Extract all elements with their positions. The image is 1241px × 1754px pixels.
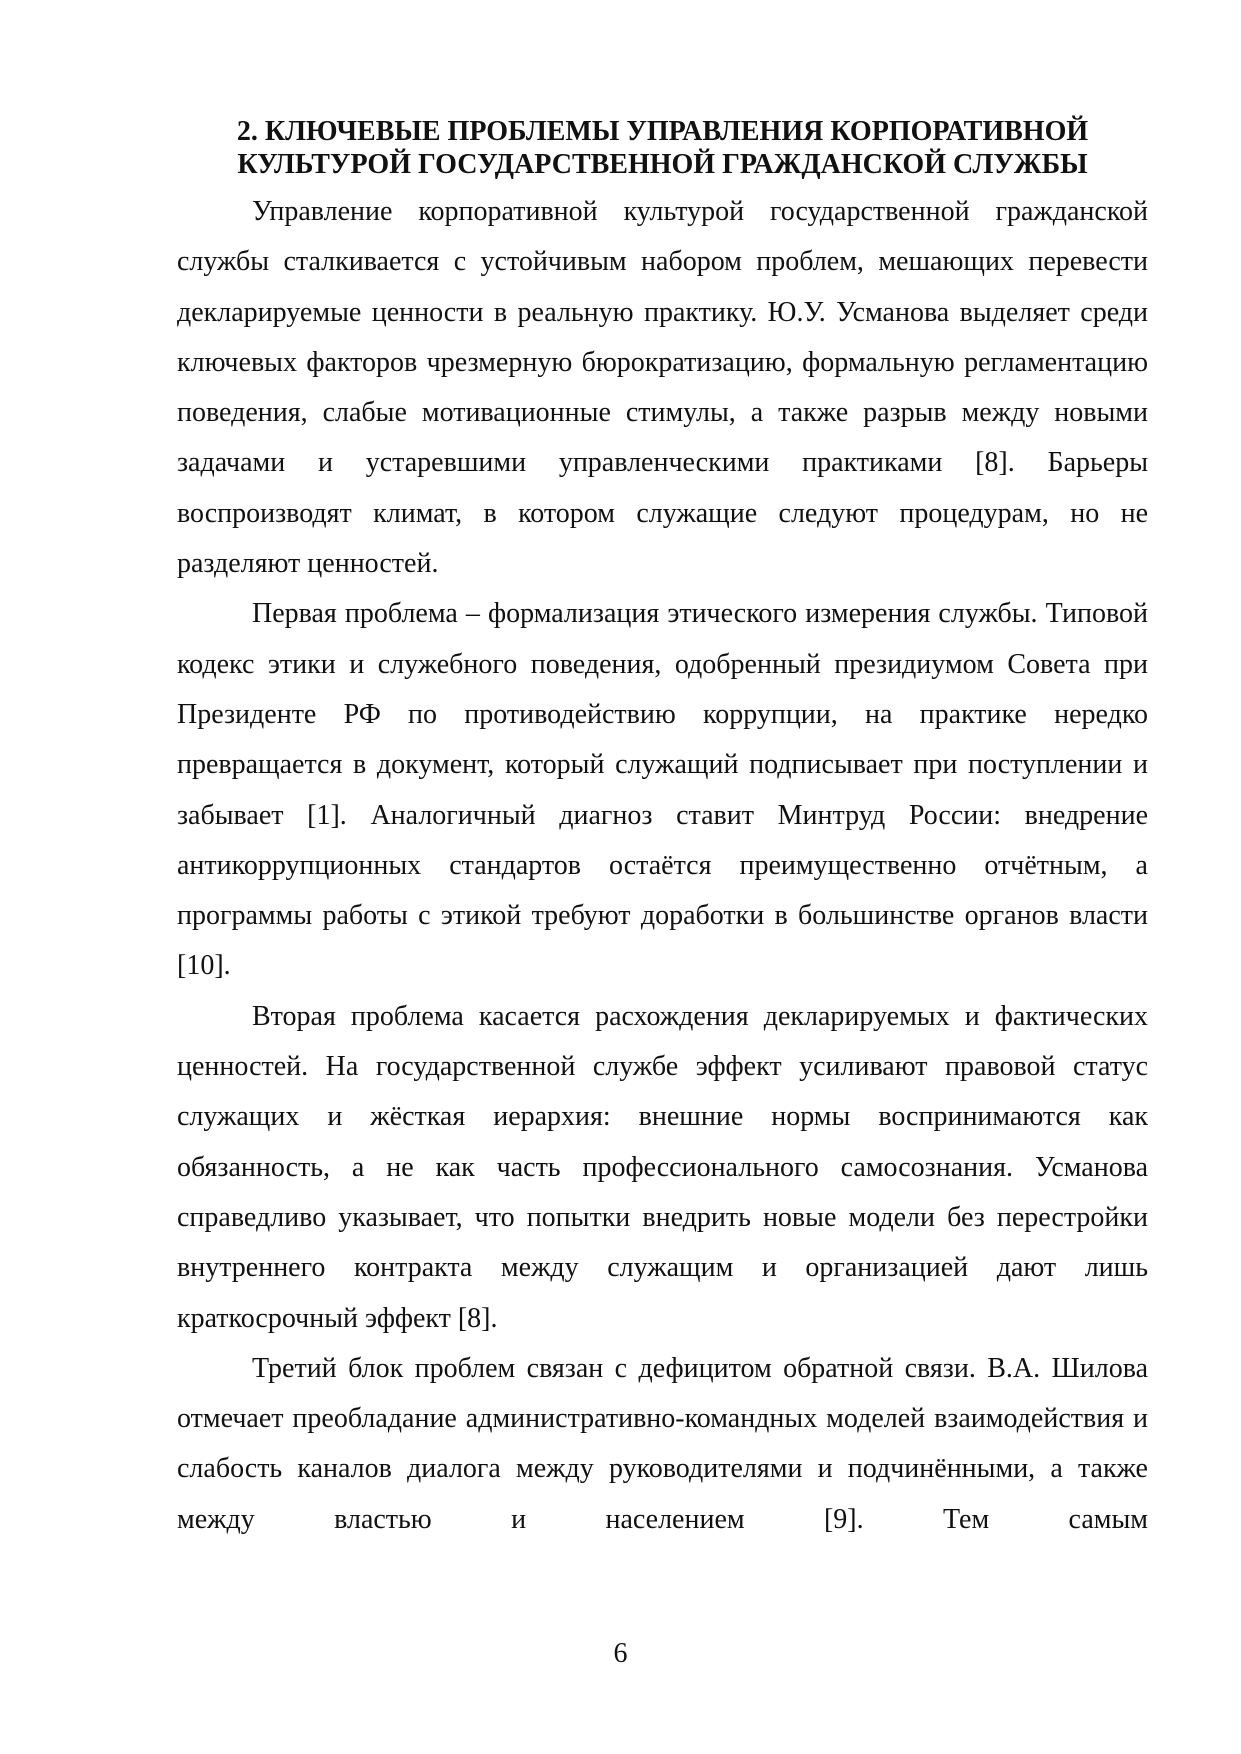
page-content <box>177 115 1148 1545</box>
section-heading-line-2: КУЛЬТУРОЙ ГОСУДАРСТВЕННОЙ ГРАЖДАНСКОЙ СЛУЖБЫ <box>237 149 1088 180</box>
paragraph-1: Управление корпоративной культурой государственной гражданской службы сталкивается с устойчивым набором проблем, мешающих перевести декларируемые ценности в реальную практику. Ю.У. Усманова выделяет среди ключевых факторов чрезмерную бюрократизацию, формальную регламентацию поведения, слабые мотивационные стимулы, а также разрыв между новыми задачами и устаревшими управленческими практиками [8]. Барьеры воспроизводят климат, в котором служащие следуют процедурам, но не разделяют ценностей. <box>177 196 1148 580</box>
page-number: 6 <box>613 1638 628 1669</box>
paragraph-2: Первая проблема – формализация этического измерения службы. Типовой кодекс этики и служебного поведения, одобренный президиумом Совета при Президенте РФ по противодействию коррупции, на практике нередко превращается в документ, который служащий подписывает при поступлении и забывает [1]. Аналогичный диагноз ставит Минтруд России: внедрение антикоррупционных стандартов остаётся преимущественно отчётным, а программы работы с этикой требуют доработки в большинстве органов власти [10]. <box>177 598 1148 982</box>
section-heading <box>177 115 1148 181</box>
paragraph-3: Вторая проблема касается расхождения декларируемых и фактических ценностей. На государственной службе эффект усиливают правовой статус служащих и жёсткая иерархия: внешние нормы воспринимаются как обязанность, а не как часть профессионального самосознания. Усманова справедливо указывает, что попытки внедрить новые модели без перестройки внутреннего контракта между служащим и организацией дают лишь краткосрочный эффект [8]. <box>177 1000 1148 1334</box>
section-heading-line-1: 2. КЛЮЧЕВЫЕ ПРОБЛЕМЫ УПРАВЛЕНИЯ КОРПОРАТИВНОЙ <box>236 116 1089 147</box>
paragraph-4: Третий блок проблем связан с дефицитом обратной связи. В.А. Шилова отмечает преобладание административно-командных моделей взаимодействия и слабость каналов диалога между руководителями и подчинёнными, а также между властью и населением [9]. Тем самым <box>177 1352 1148 1535</box>
